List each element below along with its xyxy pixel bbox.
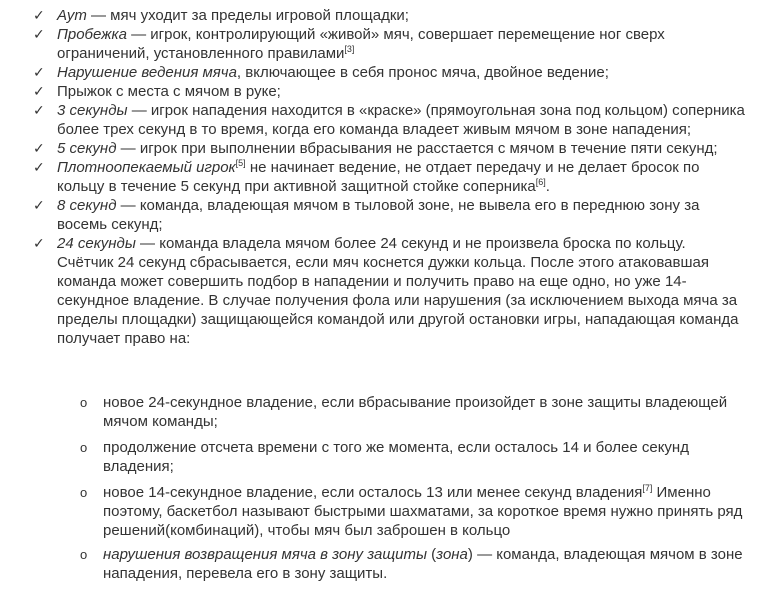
circle-bullet-icon: o [80, 547, 88, 562]
item-text: — игрок при выполнении вбрасывания не расстается с мячом в течение пяти секунд; [116, 140, 718, 157]
term-link[interactable]: Пробежка [57, 26, 127, 43]
term-link[interactable]: 3 секунды [57, 102, 128, 119]
reference-link[interactable]: [7] [642, 483, 653, 493]
rules-list [0, 6, 760, 348]
list-item [0, 6, 760, 25]
list-item [0, 196, 760, 234]
item-text: ) — команда, владеющая мячом в зоне нападения, перевела его в зону защиты. [103, 546, 743, 582]
item-text: , включающее в себя пронос мяча, двойное ведение; [236, 64, 609, 81]
item-text: — команда, владеющая мячом в тыловой зоне, не вывела его в переднюю зону за восемь секунд; [57, 197, 700, 233]
checkmark-icon: ✓ [33, 235, 45, 251]
sublist-item [0, 438, 760, 476]
list-item [0, 82, 760, 101]
sublist-item [0, 545, 760, 583]
checkmark-icon: ✓ [33, 83, 45, 99]
term-link[interactable]: Нарушение ведения мяча [57, 64, 237, 81]
checkmark-icon: ✓ [33, 140, 45, 156]
item-text: — команда владела мячом более 24 секунд и не произвела броска по кольцу. Счётчик 24 секунд сбрасывается, если мяч коснется дужки кольца. После этого атаковавшая команда может совершить подбор в нападении и получить право на еще одно, но уже 14-секундное владение. В случае получения фола или нарушения (за исключением выхода мяча за пределы площадки) защищающейся командой или другой остановки игры, нападающая команда получает право на: [57, 235, 739, 347]
item-text: ( [426, 546, 437, 563]
item-text: новое 24-секундное владение, если вбрасывание произойдет в зоне защиты владеющей мячом команды; [103, 394, 728, 430]
term-link[interactable]: 8 секунд [57, 197, 117, 214]
circle-bullet-icon: o [80, 440, 88, 455]
rights-sublist [0, 393, 760, 590]
term-link[interactable]: нарушения возвращения мяча в зону защиты [103, 546, 427, 563]
term-link[interactable]: зона [436, 546, 468, 563]
checkmark-icon: ✓ [33, 197, 45, 213]
item-text: Прыжок с места с мячом в руке; [57, 83, 281, 100]
sublist-item [0, 483, 760, 540]
item-text: — игрок, контролирующий «живой» мяч, совершает перемещение ног сверх ограничений, установленного правилами [57, 26, 665, 62]
term-link[interactable]: Аут [57, 7, 87, 24]
checkmark-icon: ✓ [33, 159, 45, 175]
reference-link[interactable]: [3] [344, 44, 355, 54]
item-text: не начинает ведение, не отдает передачу и не делает бросок по кольцу в течение 5 секунд при активной защитной стойке соперника [57, 159, 700, 195]
item-tail: . [545, 178, 550, 195]
list-item [0, 158, 760, 196]
item-text: новое 14-секундное владение, если осталось 13 или менее секунд владения [103, 484, 643, 501]
term-link[interactable]: 5 секунд [57, 140, 117, 157]
circle-bullet-icon: o [80, 485, 88, 500]
item-tail: Именно поэтому, баскетбол называют быстрыми шахматами, за короткое время нужно принять ряд решений(комбинаций), чтобы мяч был заброшен в кольцо [103, 484, 743, 539]
checkmark-icon: ✓ [33, 26, 45, 42]
list-item [0, 234, 760, 348]
checkmark-icon: ✓ [33, 64, 45, 80]
item-text: — игрок нападения находится в «краске» (прямоугольная зона под кольцом) соперника более трех секунд в то время, когда его команда владеет живым мячом в зоне нападения; [57, 102, 745, 138]
term-link[interactable]: 24 секунды [57, 235, 136, 252]
reference-link[interactable]: [5] [235, 158, 246, 168]
list-item [0, 63, 760, 82]
list-item [0, 25, 760, 63]
item-text: продолжение отсчета времени с того же момента, если осталось 14 и более секунд владения; [103, 439, 689, 475]
reference-link[interactable]: [6] [535, 177, 546, 187]
item-text: — мяч уходит за пределы игровой площадки; [86, 7, 409, 24]
sublist-item [0, 393, 760, 431]
list-item [0, 139, 760, 158]
circle-bullet-icon: o [80, 395, 88, 410]
term-link[interactable]: Плотноопекаемый игрок [57, 159, 236, 176]
checkmark-icon: ✓ [33, 102, 45, 118]
list-item [0, 101, 760, 139]
checkmark-icon: ✓ [33, 7, 45, 23]
